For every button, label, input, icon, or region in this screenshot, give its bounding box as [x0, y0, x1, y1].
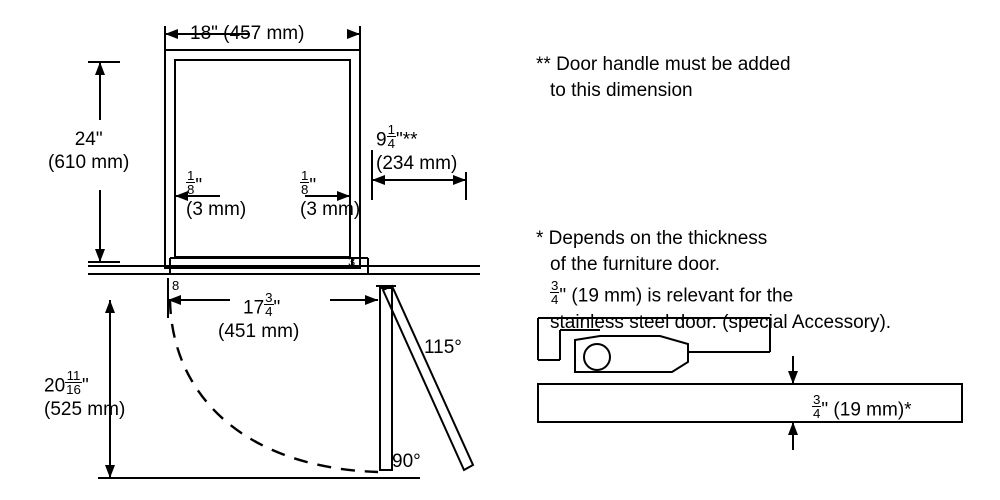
label-inner-num: 3 [265, 290, 273, 306]
label-gap-right-fraction [300, 169, 309, 197]
label-height-left-metric: (610 mm) [48, 152, 130, 173]
label-inner-width [218, 290, 300, 343]
note-thickness-post: " (19 mm) is relevant for the [559, 285, 794, 307]
label-height-left-imperial: 24" [74, 129, 103, 150]
arrowhead-depth-left [372, 175, 385, 185]
label-gap-right-num: 1 [301, 168, 309, 184]
label-depth-fraction [387, 123, 396, 151]
note-door-handle-line1: ** Door handle must be added [536, 54, 791, 75]
label-inner-fraction [264, 291, 273, 319]
label-detail-den: 4 [813, 406, 821, 422]
door-panel-angled [383, 286, 473, 470]
label-gap-left [186, 168, 246, 221]
note-thickness-den: 4 [551, 292, 559, 308]
label-gap-right-imperial [300, 168, 360, 198]
label-gap-right-den: 8 [301, 182, 309, 198]
label-depth-right-imperial [376, 122, 457, 152]
label-swing-suffix: " [81, 375, 89, 397]
label-gap-left-imperial [186, 168, 246, 198]
label-inner-den: 4 [265, 304, 273, 320]
arrowhead-thickness-up [788, 422, 798, 435]
label-detail-thickness-fraction [812, 393, 821, 421]
label-depth-suffix: "** [395, 129, 418, 151]
label-detail-num: 3 [813, 392, 821, 408]
arrowhead-top-left [165, 29, 178, 39]
label-detail-thickness [812, 392, 912, 422]
label-width-top-metric: (457 mm) [223, 23, 305, 44]
label-gap-right-suffix: " [309, 175, 317, 197]
label-gap-left-den: 8 [187, 182, 195, 198]
detail-hinge-body [575, 336, 688, 372]
label-swing-depth-imperial [44, 368, 125, 398]
label-gap-left-metric: (3 mm) [186, 198, 247, 220]
arrowhead-swing-top [105, 300, 115, 313]
label-swing-whole: 20 [44, 375, 66, 397]
arrowhead-thickness-down [788, 371, 798, 384]
label-swing-depth [44, 368, 125, 421]
note-thickness-line3 [536, 278, 891, 310]
label-swing-num: 11 [66, 368, 81, 384]
label-inner-width-metric: (451 mm) [218, 320, 300, 342]
label-gap-right [300, 168, 360, 221]
label-depth-right-metric: (234 mm) [376, 152, 458, 174]
cabinet-inner-rect [175, 60, 350, 257]
note-thickness-fraction [550, 279, 559, 307]
label-inner-whole: 17 [243, 297, 265, 319]
label-inner-suffix: " [273, 297, 281, 319]
label-depth-frac-num: 1 [387, 122, 395, 138]
door-panel-vertical [380, 288, 392, 470]
label-tick-small-2: 8 [172, 278, 180, 293]
label-swing-fraction [65, 369, 82, 397]
label-tick-small: 3 [348, 254, 356, 269]
label-gap-left-num: 1 [187, 168, 195, 184]
label-detail-post: " (19 mm)* [821, 399, 912, 421]
note-door-handle-line2: to this dimension [550, 80, 693, 101]
arrowhead-left-top [95, 62, 105, 75]
detail-hinge-pivot-circle [584, 344, 610, 370]
label-swing-depth-metric: (525 mm) [44, 398, 126, 420]
arrowhead-depth-right [453, 175, 466, 185]
label-swing-den: 16 [66, 382, 81, 398]
cabinet-outer-rect [165, 50, 360, 268]
label-width-top [190, 22, 304, 45]
label-height-left [48, 128, 129, 174]
arrowhead-top-right [347, 29, 360, 39]
label-depth-right [376, 122, 457, 175]
label-inner-width-imperial [224, 290, 299, 320]
note-thickness-line4: stainless steel door. (special Accessory). [550, 311, 892, 333]
label-gap-left-fraction [186, 169, 195, 197]
arrowhead-inner-right [365, 295, 378, 305]
label-angle-open: 115° [424, 337, 462, 358]
label-depth-whole: 9 [376, 129, 387, 151]
label-gap-left-suffix: " [195, 175, 203, 197]
arrowhead-left-bottom [95, 249, 105, 262]
note-thickness-line1: * Depends on the thickness [536, 228, 768, 249]
note-thickness [536, 226, 891, 336]
label-depth-frac-den: 4 [387, 136, 395, 152]
note-door-handle [536, 52, 791, 104]
label-width-top-imperial: 18" [190, 23, 218, 44]
note-thickness-line2: of the furniture door. [550, 254, 721, 275]
note-thickness-num: 3 [551, 278, 559, 294]
label-gap-right-metric: (3 mm) [300, 198, 361, 220]
label-angle-right: 90° [392, 451, 421, 472]
arrowhead-swing-bottom [105, 465, 115, 478]
